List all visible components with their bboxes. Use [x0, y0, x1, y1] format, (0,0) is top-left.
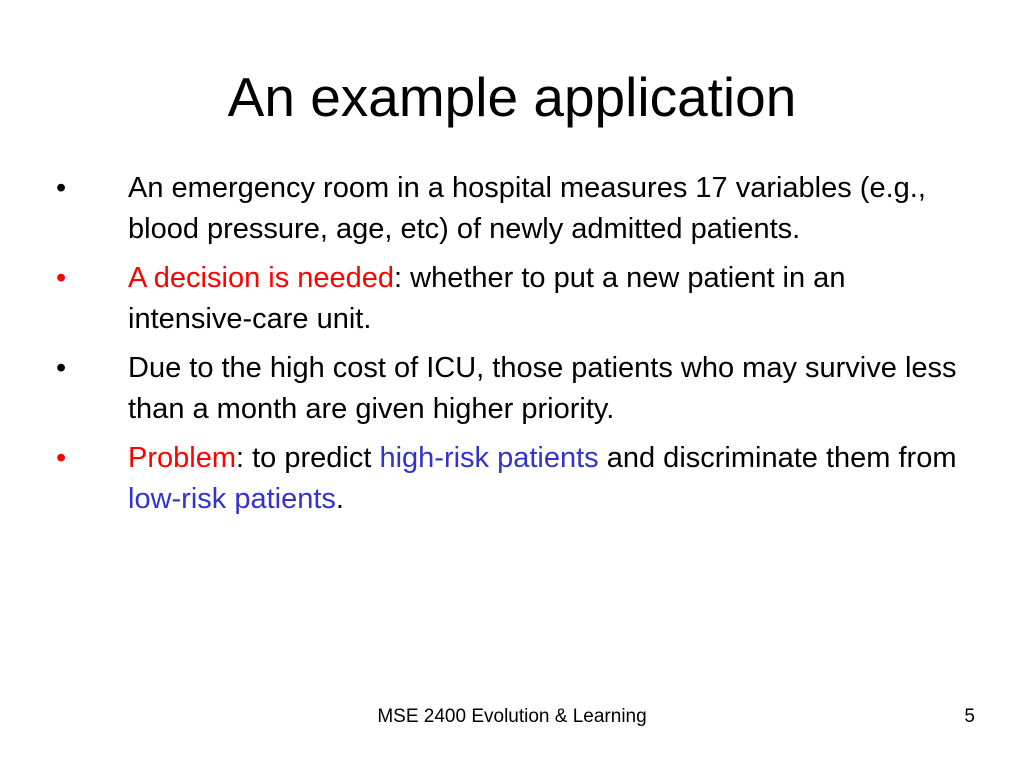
high-risk-term: high-risk patients: [379, 442, 599, 474]
bullet-item: [52, 348, 972, 430]
bullet-item: [52, 438, 972, 520]
bullet-text: .: [335, 483, 344, 515]
bullet-text: An emergency room in a hospital measures 17 variables (e.g., blood pressure, age, etc) of newly admitted patients.: [128, 172, 926, 245]
bullet-item: [52, 168, 972, 250]
bullet-text: : to predict: [236, 442, 380, 474]
bullet-highlight: Problem: [128, 442, 236, 474]
bullet-text: Due to the high cost of ICU, those patients who may survive less than a month are given higher priority.: [128, 352, 957, 425]
page-number: 5: [964, 706, 975, 727]
bullet-marker: •: [56, 442, 67, 474]
bullet-list: [52, 168, 972, 528]
bullet-item: [52, 258, 972, 340]
bullet-marker: •: [56, 352, 67, 384]
low-risk-term: low-risk patients: [128, 483, 336, 515]
slide-title: An example application: [227, 66, 797, 128]
bullet-text: and discriminate them from: [598, 442, 957, 474]
bullet-marker: •: [56, 262, 67, 294]
slide-footer: MSE 2400 Evolution & Learning: [377, 706, 647, 727]
bullet-highlight: A decision is needed: [128, 262, 395, 294]
bullet-marker: •: [56, 172, 67, 204]
bullet-text: : whether to put a new patient in an intensive-care unit.: [128, 262, 846, 335]
